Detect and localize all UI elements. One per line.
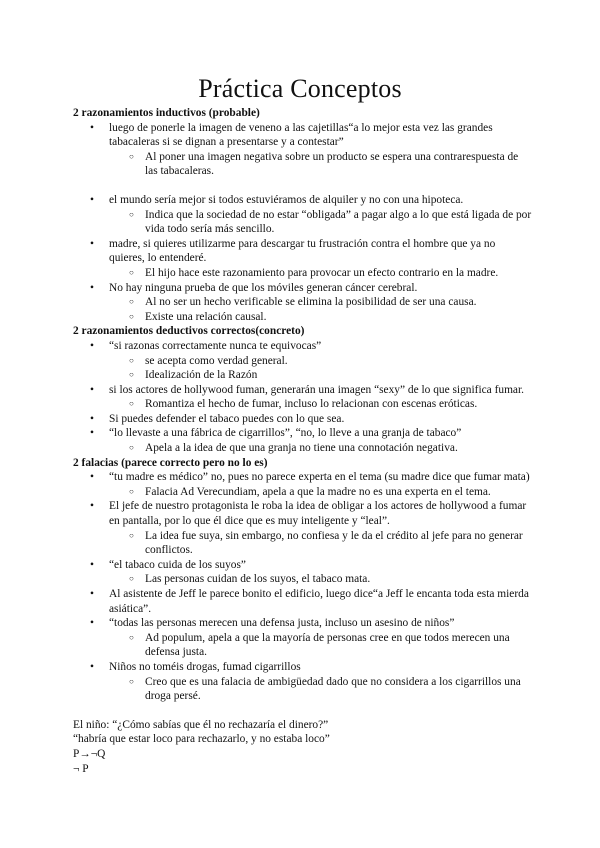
footer-line-negation: ¬ P	[73, 762, 89, 775]
sub-list	[109, 295, 533, 324]
page-title: Práctica Conceptos	[198, 74, 402, 103]
sub-list-item: ○ Al no ser un hecho verificable se elimina la posibilidad de ser una causa.	[109, 295, 533, 310]
sub-list	[109, 354, 533, 383]
footer-line-formula: P→¬Q	[73, 747, 106, 760]
footer-line-quote: “habría que estar loco para rechazarlo, y no estaba loco”	[73, 733, 330, 746]
sub-list-item: ○ Las personas cuidan de los suyos, el tabaco mata.	[109, 572, 533, 587]
sub-list	[109, 441, 533, 456]
list-item: • madre, si quieres utilizarme para descargar tu frustración contra el hombre que ya no quieres, lo entenderé. ○ El hijo hace este razonamiento para provocar un efecto contrario en la madre.	[73, 237, 533, 281]
sub-list-item: ○ Ad populum, apela a que la mayoría de personas cree en que todos merecen una defensa justa.	[109, 631, 533, 660]
sub-list	[109, 150, 533, 179]
deductive-list	[73, 339, 533, 456]
sub-list-item: ○ Falacia Ad Verecundiam, apela a que la madre no es una experta en el tema.	[109, 485, 533, 500]
sub-list-item: ○ se acepta como verdad general.	[109, 354, 533, 369]
list-item: • “lo llevaste a una fábrica de cigarrillos”, “no, lo lleve a una granja de tabaco” ○ Apela a la idea de que una granja no tiene una connotación negativa.	[73, 426, 533, 455]
sub-list	[109, 485, 533, 500]
sub-list-item: ○ Idealización de la Razón	[109, 368, 533, 383]
sub-list-item: ○ Al poner una imagen negativa sobre un producto se espera una contrarespuesta de las tabacaleras.	[109, 150, 533, 179]
sub-list-item: ○ El hijo hace este razonamiento para provocar un efecto contrario en la madre.	[109, 266, 533, 281]
list-item: • “el tabaco cuida de los suyos” ○ Las personas cuidan de los suyos, el tabaco mata.	[73, 558, 533, 587]
sub-list-item: ○ Apela a la idea de que una granja no tiene una connotación negativa.	[109, 441, 533, 456]
sub-list-item: ○ Existe una relación causal.	[109, 310, 533, 325]
sub-list-item: ○ Indica que la sociedad de no estar “obligada” a pagar algo a lo que está ligada de por vida todo sería más sencillo.	[109, 208, 533, 237]
list-item: • El jefe de nuestro protagonista le roba la idea de obligar a los actores de hollywood a fumar en pantalla, por lo que él dice que es muy inteligente y “leal”. ○ La idea fue suya, sin embargo, no confiesa y le da el crédito al jefe para no generar conflictos.	[73, 499, 533, 557]
list-item: • Niños no toméis drogas, fumad cigarrillos ○ Creo que es una falacia de ambigüedad dado que no considera a los cigarrillos una droga persé.	[73, 660, 533, 704]
section-heading-deductive: 2 razonamientos deductivos correctos(concreto)	[73, 325, 305, 338]
list-item: • luego de ponerle la imagen de veneno a las cajetillas“a lo mejor esta vez las grandes tabacaleras si se dignan a presentarse y a contestar” ○ Al poner una imagen negativa sobre un producto se espera una contrarespuesta de las tabacaleras.	[73, 121, 533, 179]
sub-list-item: ○ Creo que es una falacia de ambigüedad dado que no considera a los cigarrillos una droga persé.	[109, 675, 533, 704]
section-heading-fallacies: 2 falacias (parece correcto pero no lo es)	[73, 456, 268, 469]
inductive-list	[73, 121, 533, 179]
list-item: • No hay ninguna prueba de que los móviles generan cáncer cerebral. ○ Al no ser un hecho verificable se elimina la posibilidad de ser una causa. ○ Existe una relación causal.	[73, 281, 533, 325]
list-item: • “tu madre es médico” no, pues no parece experta en el tema (su madre dice que fumar mata) ○ Falacia Ad Verecundiam, apela a que la madre no es una experta en el tema.	[73, 470, 533, 499]
sub-list	[109, 397, 533, 412]
list-item: • Si puedes defender el tabaco puedes con lo que sea.	[73, 412, 533, 427]
sub-list	[109, 266, 533, 281]
sub-list	[109, 572, 533, 587]
sub-list	[109, 529, 533, 558]
document-body	[73, 106, 533, 776]
list-item: • “si razonas correctamente nunca te equivocas” ○ se acepta como verdad general. ○ Idealización de la Razón	[73, 339, 533, 383]
sub-list	[109, 631, 533, 660]
list-item: • “todas las personas merecen una defensa justa, incluso un asesino de niños” ○ Ad populum, apela a que la mayoría de personas cree en que todos merecen una defensa justa.	[73, 616, 533, 660]
list-item: • el mundo sería mejor si todos estuviéramos de alquiler y no con una hipoteca. ○ Indica que la sociedad de no estar “obligada” a pagar algo a lo que está ligada de por vida todo sería más sencillo.	[73, 193, 533, 237]
list-item: • Al asistente de Jeff le parece bonito el edificio, luego dice“a Jeff le encanta toda esta mierda asiática”.	[73, 587, 533, 616]
fallacies-list	[73, 470, 533, 704]
section-heading-inductive: 2 razonamientos inductivos (probable)	[73, 107, 260, 119]
inductive-list-continued	[73, 193, 533, 324]
sub-list	[109, 675, 533, 704]
footer-line-dialogue: El niño: “¿Cómo sabías que él no rechazaría el dinero?”	[73, 718, 329, 731]
sub-list-item: ○ La idea fue suya, sin embargo, no confiesa y le da el crédito al jefe para no generar conflictos.	[109, 529, 533, 558]
sub-list-item: ○ Romantiza el hecho de fumar, incluso lo relacionan con escenas eróticas.	[109, 397, 533, 412]
list-item: • si los actores de hollywood fuman, generarán una imagen “sexy” de lo que significa fumar. ○ Romantiza el hecho de fumar, incluso lo relacionan con escenas eróticas.	[73, 383, 533, 412]
sub-list	[109, 208, 533, 237]
